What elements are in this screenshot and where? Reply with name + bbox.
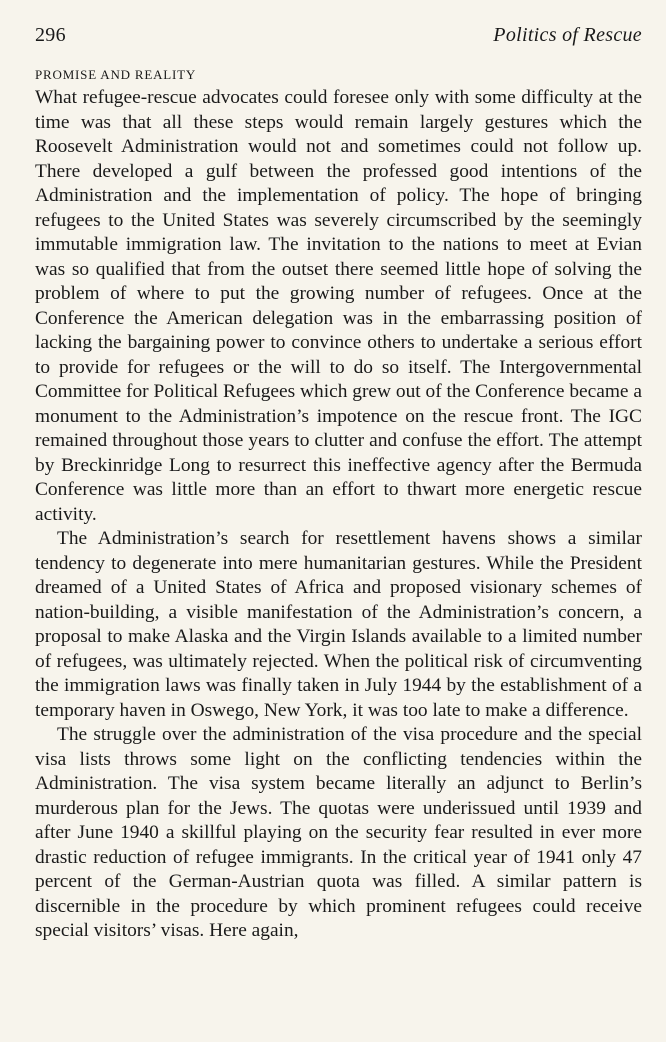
- running-title: Politics of Rescue: [493, 24, 642, 46]
- paragraph: What refugee-rescue advocates could foresee only with some difficulty at the time was that all these steps would remain largely gestures which the Roosevelt Administration would not and sometimes could not follow up. There developed a gulf between the professed good intentions of the Administration and the implementation of policy. The hope of bringing refugees to the United States was severely circumscribed by the seemingly immutable immigration law. The invitation to the nations to meet at Evian was so qualified that from the outset there seemed little hope of solving the problem of where to put the growing number of refugees. Once at the Conference the American delegation was in the embarrassing position of lacking the bargaining power to convince others to undertake a serious effort to provide for refugees or the will to do so itself. The Intergovernmental Committee for Political Refugees which grew out of the Conference became a monument to the Administration’s impotence on the rescue front. The IGC remained throughout those years to clutter and confuse the effort. The attempt by Breckinridge Long to resurrect this ineffective agency after the Bermuda Conference was little more than an effort to thwart more energetic rescue activity.: [35, 87, 642, 525]
- section-heading: PROMISE AND REALITY: [35, 67, 197, 82]
- paragraph: The Administration’s search for resettlement havens shows a similar tendency to degenerate into mere humanitarian gestures. While the President dreamed of a United States of Africa and proposed visionary schemes of nation-building, a visible manifestation of the Administration’s concern, a proposal to make Alaska and the Virgin Islands available to a limited number of refugees, was ultimately rejected. When the political risk of circumventing the immigration laws was finally taken in July 1944 by the establishment of a temporary haven in Oswego, New York, it was too late to make a difference.: [35, 528, 642, 721]
- page-number: 296: [35, 24, 66, 46]
- running-head: [35, 22, 642, 48]
- paragraph: The struggle over the administration of the visa procedure and the special visa lists throws some light on the conflicting tendencies within the Administration. The visa system became literally an adjunct to Berlin’s murderous plan for the Jews. The quotas were underissued until 1939 and after June 1940 a skillful playing on the security fear resulted in ever more drastic reduction of refugee immigrants. In the critical year of 1941 only 47 percent of the German-Austrian quota was filled. A similar pattern is discernible in the procedure by which prominent refugees could receive special visitors’ visas. Here again,: [35, 724, 642, 941]
- body-text: [35, 86, 642, 944]
